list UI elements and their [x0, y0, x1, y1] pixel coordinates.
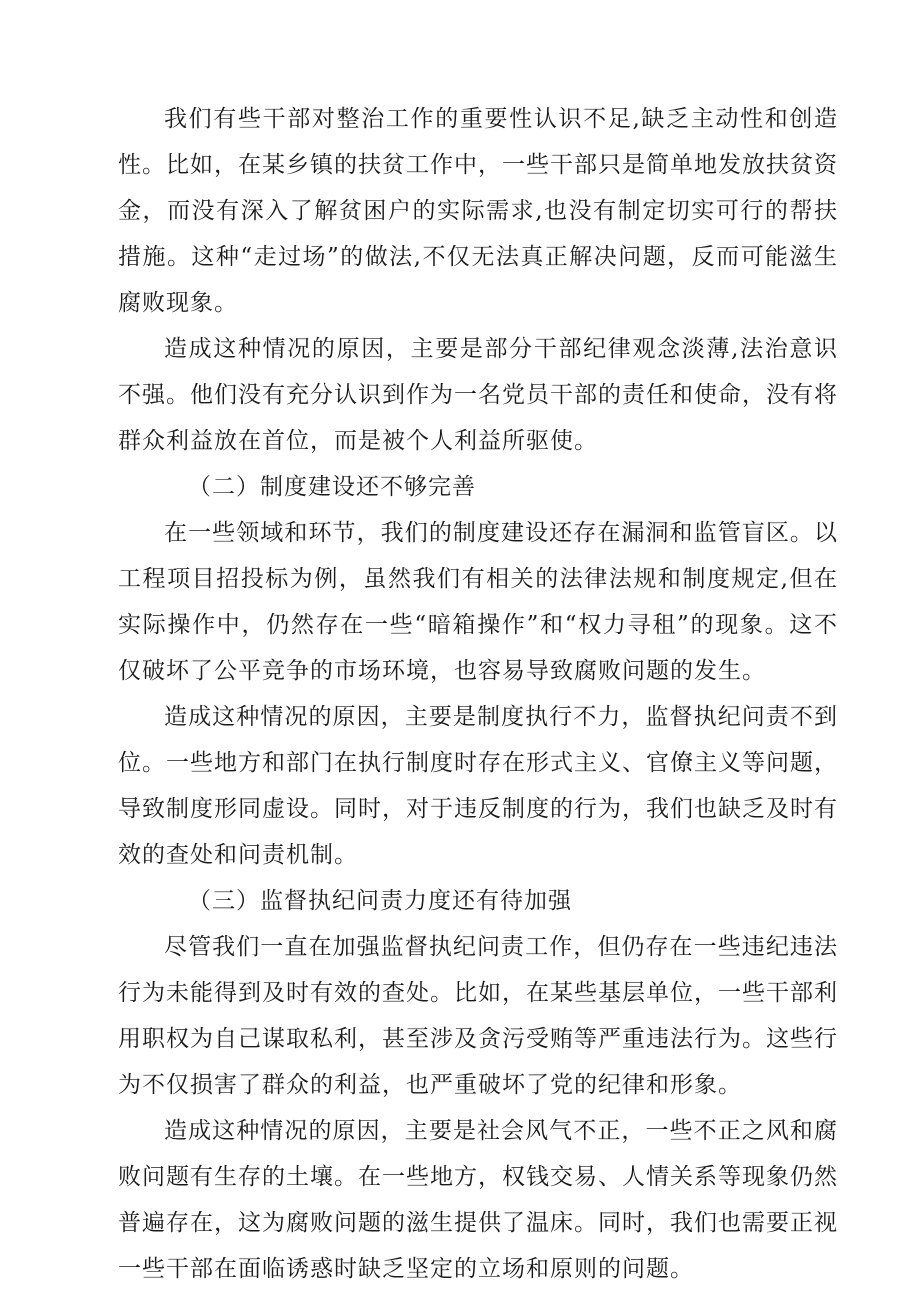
paragraph-cause-enforcement: 造成这种情况的原因，主要是制度执行不力，监督执纪问责不到位。一些地方和部门在执行制度时存在形式主义、官僚主义等问题，导致制度形同虚设。同时，对于违反制度的行为，我们也缺乏及时有效的查处和问责机制。: [118, 704, 838, 868]
paragraph-cadre-awareness: 我们有些干部对整治工作的重要性认识不足,缺乏主动性和创造性。比如，在某乡镇的扶贫工作中，一些干部只是简单地发放扶贫资金，而没有深入了解贫困户的实际需求,也没有制定切实可行的帮扶措施。这种“走过场”的做法,不仅无法真正解决问题，反而可能滋生腐败现象。: [118, 106, 838, 316]
section-heading-system-building: （二）制度建设还不够完善: [188, 474, 476, 500]
paragraph-system-loopholes: 在一些领域和环节，我们的制度建设还存在漏洞和监管盲区。以工程项目招投标为例，虽然我们有相关的法律法规和制度规定,但在实际操作中，仍然存在一些“暗箱操作”和“权力寻租”的现象。这不仅破坏了公平竞争的市场环境，也容易导致腐败问题的发生。: [118, 520, 838, 684]
paragraph-cause-social-climate: 造成这种情况的原因，主要是社会风气不正，一些不正之风和腐败问题有生存的土壤。在一些地方，权钱交易、人情关系等现象仍然普遍存在，这为腐败问题的滋生提供了温床。同时，我们也需要正视一些干部在面临诱惑时缺乏坚定的立场和原则的问题。: [118, 1118, 838, 1282]
paragraph-cause-discipline: 造成这种情况的原因，主要是部分干部纪律观念淡薄,法治意识不强。他们没有充分认识到作为一名党员干部的责任和使命，没有将群众利益放在首位，而是被个人利益所驱使。: [118, 336, 838, 454]
section-heading-supervision: （三）监督执纪问责力度还有待加强: [188, 888, 572, 914]
paragraph-violations: 尽管我们一直在加强监督执纪问责工作，但仍存在一些违纪违法行为未能得到及时有效的查处。比如，在某些基层单位，一些干部利用职权为自己谋取私利，甚至涉及贪污受贿等严重违法行为。这些行为不仅损害了群众的利益，也严重破坏了党的纪律和形象。: [118, 934, 838, 1098]
document-body: [118, 96, 838, 1292]
